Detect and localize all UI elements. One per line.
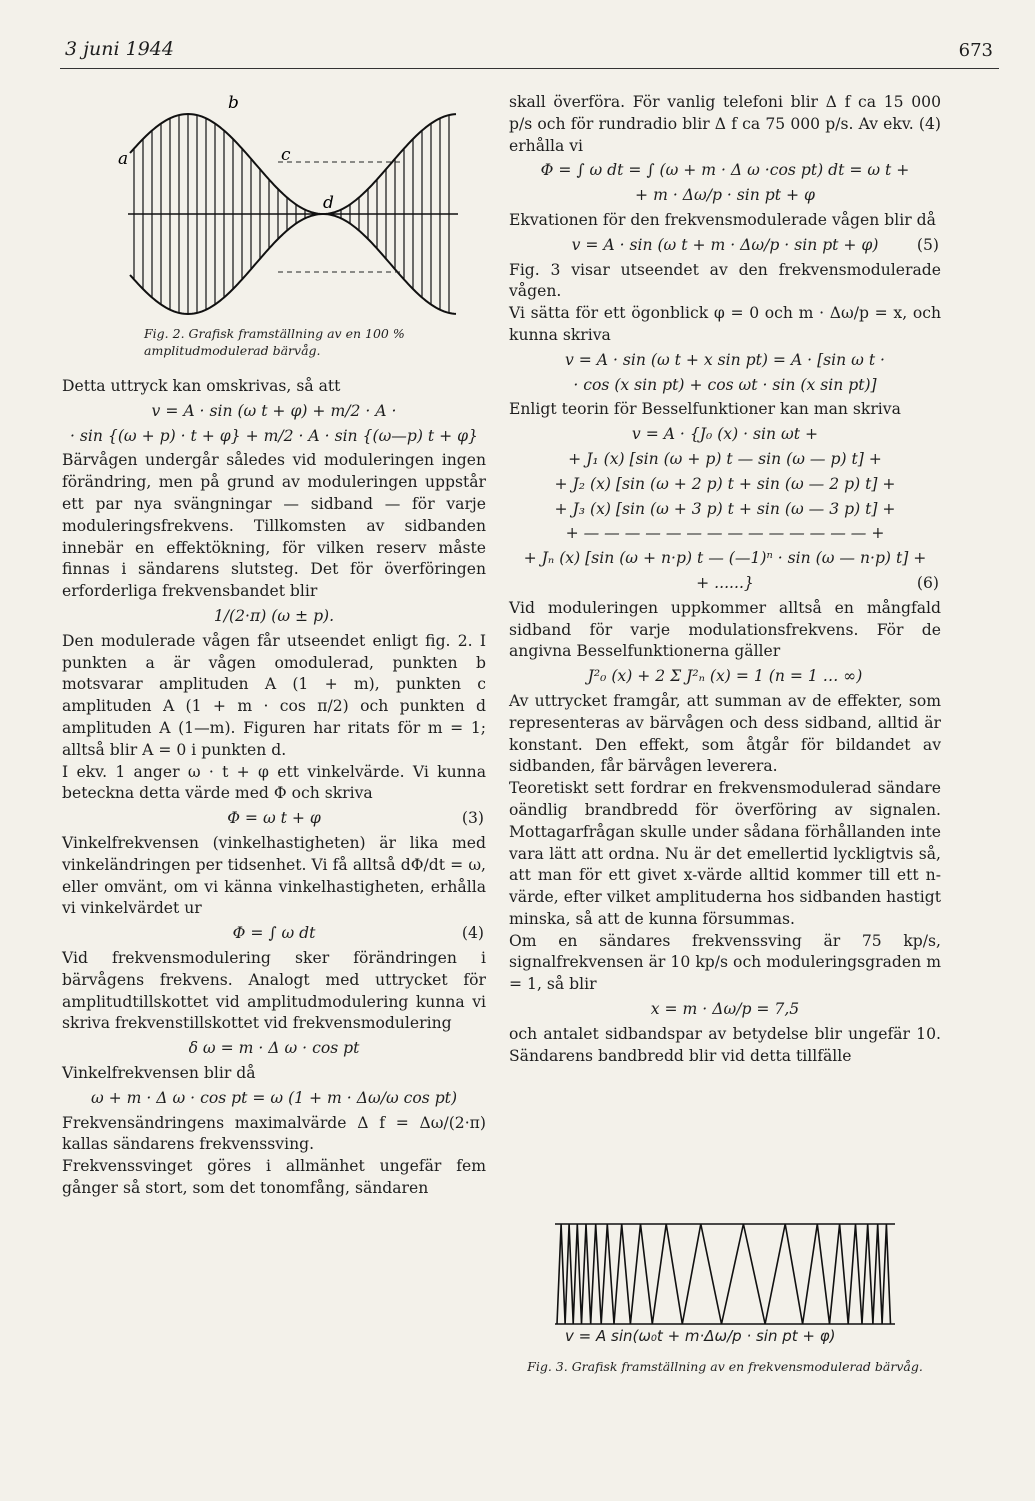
figure-3-caption: Fig. 3. Grafisk framställning av en frekvensmodulerad bärvåg. bbox=[527, 1359, 923, 1374]
right-paragraph bbox=[509, 303, 941, 347]
right-equation bbox=[509, 666, 941, 688]
right-equation bbox=[509, 449, 941, 471]
right-column bbox=[509, 92, 941, 1067]
paragraph-text: Vi sätta för ett ögonblick φ = 0 och m · Δω/p = x, och kunna skriva bbox=[509, 304, 941, 344]
left-paragraph bbox=[62, 833, 486, 920]
right-equation bbox=[509, 474, 941, 496]
paragraph-text: Fig. 3 visar utseendet av den frekvensmodulerade vågen. bbox=[509, 260, 941, 301]
right-equation bbox=[509, 235, 941, 257]
right-equation bbox=[509, 523, 941, 545]
right-paragraph bbox=[509, 598, 941, 663]
equation-text: v = A · sin (ω t + φ) + m/2 · A · bbox=[151, 401, 397, 420]
right-equation bbox=[509, 185, 941, 207]
equation-text: δ ω = m · Δ ω · cos pt bbox=[188, 1039, 360, 1058]
left-paragraph bbox=[62, 376, 486, 398]
left-paragraph bbox=[62, 948, 486, 1035]
equation-text: · sin {(ω + p) · t + φ} + m/2 · A · sin {(ω—p) t + φ} bbox=[70, 426, 478, 445]
equation-text: Φ = ∫ ω dt = ∫ (ω + m · Δ ω ·cos pt) dt = ω t + bbox=[540, 161, 910, 180]
equation-text: + Jₙ (x) [sin (ω + n·p) t — (—1)ⁿ · sin (ω — n·p) t] + bbox=[523, 549, 927, 568]
left-equation bbox=[62, 426, 486, 448]
right-equation bbox=[509, 548, 941, 570]
paragraph-text: Vinkelfrekvensen blir då bbox=[62, 1063, 256, 1082]
equation-number: (4) bbox=[461, 924, 484, 943]
equation-number: (6) bbox=[916, 573, 939, 592]
right-equation bbox=[509, 160, 941, 182]
paragraph-text: skall överföra. För vanlig telefoni blir Δ f ca 15 000 p/s och för rundradio blir Δ f ca 75 000 p/s. Av ekv. (4) erhålla vi bbox=[509, 93, 941, 155]
equation-text: Φ = ω t + φ bbox=[227, 809, 321, 828]
left-paragraph bbox=[62, 1063, 486, 1085]
left-equation bbox=[62, 808, 486, 830]
right-equation bbox=[509, 424, 941, 446]
paragraph-text: Detta uttryck kan omskrivas, så att bbox=[62, 377, 341, 395]
left-column bbox=[62, 376, 486, 1200]
right-paragraph bbox=[509, 399, 941, 421]
right-paragraph bbox=[509, 778, 941, 931]
equation-text: · cos (x sin pt) + cos ωt · sin (x sin pt)] bbox=[573, 375, 877, 394]
left-equation bbox=[62, 1088, 486, 1110]
equation-text: v = A · sin (ω t + m · Δω/p · sin pt + φ) bbox=[571, 235, 879, 254]
header-rule bbox=[60, 68, 999, 69]
paragraph-text: Bärvågen undergår således vid moduleringen ingen förändring, men på grund av moduleringen uppstår ett par nya svängningar — sidband — för varje moduleringsfrekvens. Tillkomsten av sidbanden innebär en effektökning, för vilken reserv måste finnas i sändarens slutsteg. Det för överföringen erforderliga frekvensbandet blir bbox=[62, 451, 486, 601]
equation-text: + J₁ (x) [sin (ω + p) t — sin (ω — p) t] + bbox=[568, 449, 882, 468]
paragraph-text: Ekvationen för den frekvensmodulerade vågen blir då bbox=[509, 210, 936, 229]
equation-text: + J₃ (x) [sin (ω + 3 p) t + sin (ω — 3 p) t] + bbox=[554, 499, 896, 518]
fig3-wave bbox=[557, 1224, 891, 1324]
left-paragraph bbox=[62, 1156, 486, 1200]
equation-text: x = m · Δω/p = 7,5 bbox=[650, 1000, 800, 1019]
paragraph-text: Vid moduleringen uppkommer alltså en mångfald sidband för varje modulationsfrekvens. För de angivna Besselfunktionerna gäller bbox=[509, 598, 941, 661]
equation-text: + — — — — — — — — — — — — — — + bbox=[565, 524, 885, 543]
right-equation bbox=[509, 375, 941, 397]
right-paragraph bbox=[509, 931, 941, 996]
figure-3-formula: v = A sin(ω₀t + m·Δω/p · sin pt + φ) bbox=[565, 1327, 836, 1345]
right-paragraph bbox=[509, 260, 941, 304]
right-equation bbox=[509, 499, 941, 521]
fig2-label-b: b bbox=[228, 93, 239, 113]
left-paragraph bbox=[62, 450, 486, 603]
paragraph-text: Vid frekvensmodulering sker förändringen i bärvågens frekvens. Analogt med uttrycket för amplitudtillskottet vid amplitudmodulering kunna vi skriva frekvenstillskottet vid frekvensmodulering bbox=[62, 948, 486, 1033]
header-date: 3 juni 1944 bbox=[65, 38, 174, 60]
figure-3-fm-wave bbox=[555, 1222, 895, 1330]
paragraph-text: I ekv. 1 anger ω · t + φ ett vinkelvärde. Vi kunna beteckna detta värde med Φ och skriva bbox=[62, 762, 486, 803]
left-equation bbox=[62, 1038, 486, 1060]
equation-text: J²₀ (x) + 2 Σ J²ₙ (x) = 1 (n = 1 … ∞) bbox=[587, 667, 863, 686]
left-equation bbox=[62, 923, 486, 945]
paragraph-text: Av uttrycket framgår, att summan av de effekter, som representeras av bärvågen och dess sidband, alltid är konstant. Den effekt, som åtgår för bildandet av sidbanden, får bärvågen leverera. bbox=[509, 691, 941, 776]
paragraph-text: Vinkelfrekvensen (vinkelhastigheten) är lika med vinkeländringen per tidsenhet. Vi få alltså dΦ/dt = ω, eller omvänt, om vi känna vinkelhastigheten, erhålla vi vinkelvärdet ur bbox=[62, 833, 486, 918]
paragraph-text: Teoretiskt sett fordrar en frekvensmodulerad sändare oändlig brandbredd för överföring av signalen. Mottagarfrågan skulle under sådana förhållanden inte vara lätt att ordna. Nu är det emellertid lyckligtvis så, att man för ett givet x-värde alltid kommer till ett n-värde, efter vilket amplituderna hos sidbanden hastigt minska, så att de kunna försummas. bbox=[509, 779, 941, 928]
equation-number: (3) bbox=[461, 809, 484, 828]
equation-text: Φ = ∫ ω dt bbox=[232, 924, 316, 943]
equation-text: v = A · {J₀ (x) · sin ωt + bbox=[631, 425, 819, 444]
paragraph-text: Enligt teorin för Besselfunktioner kan man skriva bbox=[509, 400, 901, 419]
left-equation bbox=[62, 401, 486, 423]
left-paragraph bbox=[62, 762, 486, 806]
right-paragraph bbox=[509, 1024, 941, 1068]
paragraph-text: och antalet sidbandspar av betydelse blir ungefär 10. Sändarens bandbredd blir vid detta tillfälle bbox=[509, 1024, 941, 1065]
right-equation bbox=[509, 573, 941, 595]
figure-2-caption: Fig. 2. Grafisk framställning av en 100 % amplitudmodulerad bärvåg. bbox=[144, 326, 405, 358]
equation-text: v = A · sin (ω t + x sin pt) = A · [sin ω t · bbox=[564, 350, 886, 369]
right-paragraph bbox=[509, 691, 941, 778]
equation-text: ω + m · Δ ω · cos pt = ω (1 + m · Δω/ω cos pt) bbox=[90, 1088, 458, 1107]
equation-text: + m · Δω/p · sin pt + φ bbox=[635, 186, 815, 205]
fig2-label-d: d bbox=[323, 193, 334, 213]
fig2-label-c: c bbox=[281, 145, 291, 165]
paragraph-text: Frekvenssvinget göres i allmänhet ungefär fem gånger så stort, som det tonomfång, sändaren bbox=[62, 1157, 486, 1197]
equation-text: + ......} bbox=[696, 573, 754, 592]
right-paragraph bbox=[509, 92, 941, 157]
paragraph-text: Den modulerade vågen får utseendet enligt fig. 2. I punkten a är vågen omodulerad, punkten b motsvarar amplituden A (1 + m), punkten c amplituden A (1 + m · cos π/2) och punkten d amplituden A (1—m). Figuren har ritats för m = 1; alltså blir A = 0 i punkten d. bbox=[62, 631, 486, 759]
right-equation bbox=[509, 350, 941, 372]
equation-number: (5) bbox=[916, 235, 939, 254]
header-page-number: 673 bbox=[958, 40, 993, 61]
figure-2-am-wave bbox=[118, 92, 468, 324]
left-paragraph bbox=[62, 1113, 486, 1157]
left-paragraph bbox=[62, 631, 486, 762]
fig2-label-a: a bbox=[118, 149, 129, 169]
equation-text: 1/(2·π) (ω ± p). bbox=[213, 606, 335, 625]
paragraph-text: Frekvensändringens maximalvärde Δ f = Δω/(2·π) kallas sändarens frekvenssving. bbox=[62, 1113, 486, 1154]
right-paragraph bbox=[509, 210, 941, 232]
paragraph-text: Om en sändares frekvenssving är 75 kp/s, signalfrekvensen är 10 kp/s och moduleringsgraden m = 1, så blir bbox=[509, 931, 941, 994]
left-equation bbox=[62, 606, 486, 628]
right-equation bbox=[509, 999, 941, 1021]
equation-text: + J₂ (x) [sin (ω + 2 p) t + sin (ω — 2 p) t] + bbox=[554, 474, 896, 493]
